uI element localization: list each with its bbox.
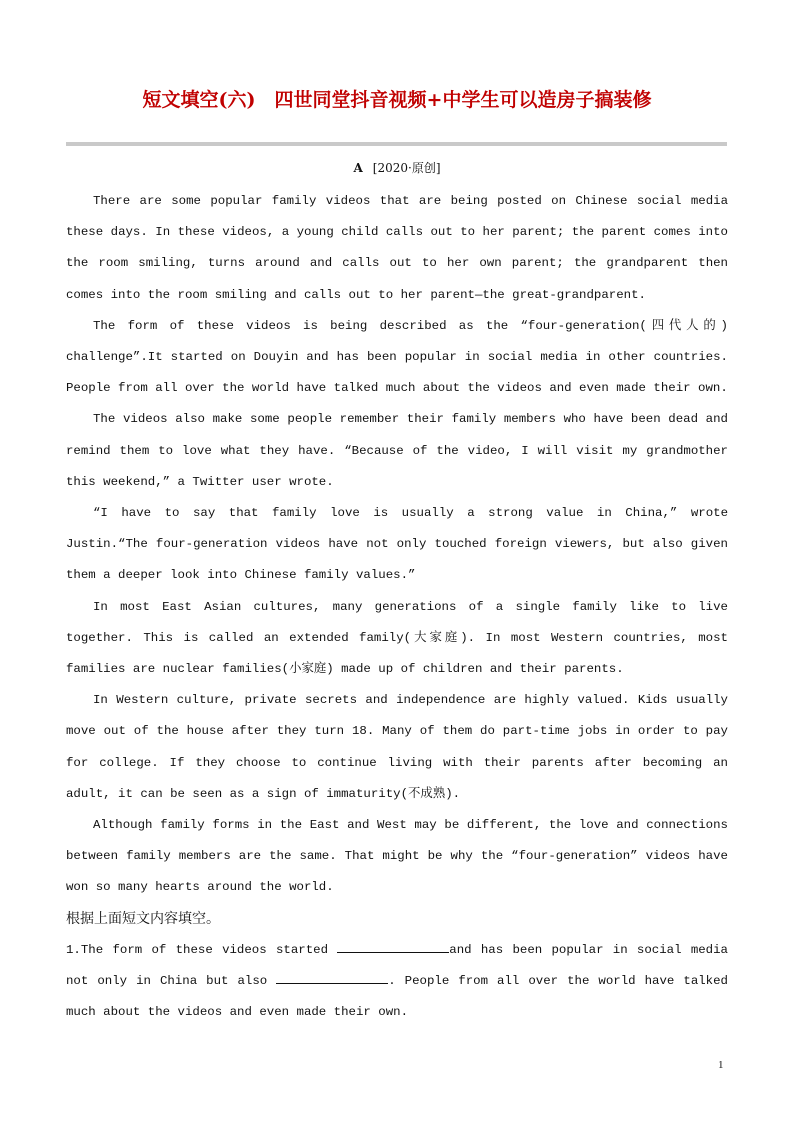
passage: [66, 186, 728, 1028]
paragraph-4: “I have to say that family love is usually a strong value in China,” wrote Justin.“The four-generation videos have not only touched foreign viewers, but also given them a deeper look into Chinese family values.”: [66, 506, 728, 583]
section-letter: A: [353, 161, 363, 175]
question-1-part-1: 1.The form of these videos started: [66, 942, 338, 957]
page-title: 短文填空(六) 四世同堂抖音视频+中学生可以造房子搞装修: [142, 89, 652, 111]
page-number: 1: [718, 1059, 724, 1071]
paragraph-2: The form of these videos is being described as the “four-generation(四代人的) challenge”.It started on Douyin and has been popular in social media in other countries. People from all over the world have talked much about the videos and even made their own.: [66, 318, 728, 396]
paragraph-7: Although family forms in the East and West may be different, the love and connections between family members are the same. That might be why the “four-generation” videos have won so many hearts around the world.: [66, 818, 728, 895]
title-divider: [66, 142, 727, 146]
section-source: [2020·原创]: [372, 161, 441, 175]
instruction: 根据上面短文内容填空。: [66, 910, 220, 927]
question-1-part-2: and has been popular in social media not only in China but also: [66, 942, 728, 989]
answer-blank-1[interactable]: [337, 940, 449, 953]
question-1: [66, 935, 728, 1029]
paragraph-5: In most East Asian cultures, many generations of a single family like to live together. This is called an extended family(大家庭). In most Western countries, most families are nuclear families(小家庭) made up of children and their parents.: [66, 599, 728, 677]
paragraph-6: In Western culture, private secrets and independence are highly valued. Kids usually move out of the house after they turn 18. Many of them do part-time jobs in order to pay for college. If they choose to continue living with their parents after becoming an adult, it can be seen as a sign of immaturity(不成熟).: [66, 693, 728, 801]
section-header: [0, 159, 794, 177]
paragraph-1: There are some popular family videos that are being posted on Chinese social media these days. In these videos, a young child calls out to her parent; the parent comes into the room smiling, turns around and calls out to her own parent; the grandparent then comes into the room smiling and calls out to her parent—the great-grandparent.: [66, 194, 728, 302]
paragraph-3: The videos also make some people remember their family members who have been dead and remind them to love what they have. “Because of the video, I will visit my grandmother this weekend,” a Twitter user wrote.: [66, 412, 728, 489]
answer-blank-2[interactable]: [276, 971, 388, 984]
question-1-part-3: . People from all over the world have talked much about the videos and even made their own.: [66, 974, 728, 1020]
